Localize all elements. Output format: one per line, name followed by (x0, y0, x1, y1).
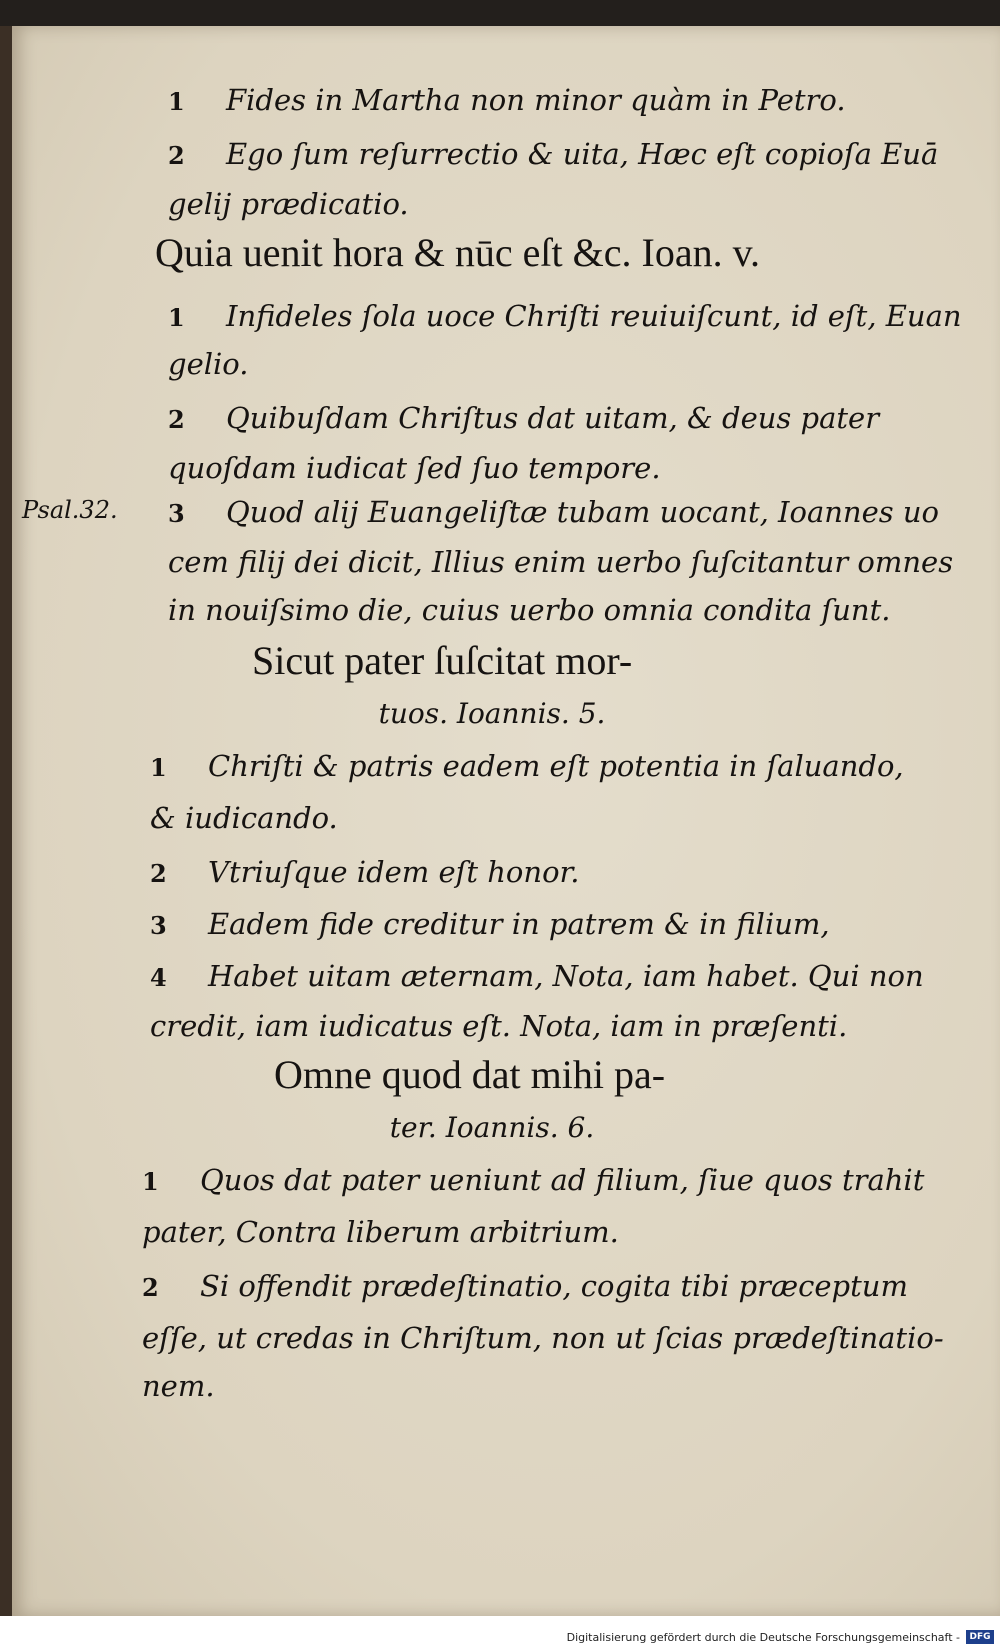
top-border (0, 0, 1000, 26)
item-number: 3 (168, 499, 185, 528)
book-edge (0, 26, 12, 1616)
text-line: gelio. (168, 347, 249, 381)
text-line: gelij prædicatio. (168, 187, 409, 221)
section-heading: Quia uenit hora & nūc eſt &c. Ioan. v. (155, 230, 760, 275)
text-line: 1 Quos dat pater ueniunt ad filium, ſiue quos trahit (142, 1156, 924, 1206)
text-line: nem. (142, 1369, 215, 1403)
text-line: 2 Quibuſdam Chriſtus dat uitam, & deus pater (168, 394, 879, 444)
item-number: 3 (150, 911, 167, 940)
text-line: 2 Si offendit prædeſtinatio, cogita tibi præceptum (142, 1262, 908, 1312)
item-number: 1 (150, 753, 167, 782)
section-heading: Omne quod dat mihi pa- (274, 1052, 666, 1097)
item-number: 1 (168, 87, 185, 116)
text-line: 3 Quod alij Euangeliſtæ tubam uocant, Ioannes uo (168, 488, 939, 538)
item-number: 2 (150, 859, 167, 888)
book-page (12, 26, 1000, 1616)
dfg-logo: DFG (966, 1630, 994, 1644)
section-heading: Sicut pater ſuſcitat mor- (252, 638, 633, 683)
item-number: 1 (168, 303, 185, 332)
item-number: 2 (168, 405, 185, 434)
item-number: 1 (142, 1167, 159, 1196)
text-line: 2 Vtriuſque idem eſt honor. (150, 848, 579, 898)
item-number: 4 (150, 963, 167, 992)
digitization-credit: Digitalisierung gefördert durch die Deutsche Forschungsgemeinschaft - (566, 1631, 960, 1644)
text-line: 2 Ego ſum reſurrectio & uita, Hæc eſt copioſa Euā (168, 130, 938, 180)
text-line: cem filij dei dicit, Illius enim uerbo ſuſcitantur omnes (168, 545, 954, 579)
text-line: 4 Habet uitam æternam, Nota, iam habet. Qui non (150, 952, 924, 1002)
text-line: in nouiſsimo die, cuius uerbo omnia condita ſunt. (168, 593, 891, 627)
text-line: pater, Contra liberum arbitrium. (142, 1215, 619, 1249)
text-line: 1 Fides in Martha non minor quàm in Petro. (168, 76, 846, 126)
text-line: & iudicando. (150, 801, 338, 835)
text-line: 1 Infideles ſola uoce Chriſti reuiuiſcunt, id eſt, Euan (168, 292, 962, 342)
margin-note: Psal.32. (22, 496, 118, 524)
text-line: 1 Chriſti & patris eadem eſt potentia in ſaluando, (150, 742, 904, 792)
text-line: eſſe, ut credas in Chriſtum, non ut ſcias prædeſtinatio- (142, 1321, 944, 1355)
section-subheading: tuos. Ioannis. 5. (378, 697, 606, 730)
section-subheading: ter. Ioannis. 6. (389, 1111, 595, 1144)
text-line: credit, iam iudicatus eſt. Nota, iam in præſenti. (150, 1009, 848, 1043)
text-line: 3 Eadem fide creditur in patrem & in filium, (150, 900, 830, 950)
item-number: 2 (142, 1273, 159, 1302)
text-line: quoſdam iudicat ſed ſuo tempore. (168, 451, 661, 485)
item-number: 2 (168, 141, 185, 170)
